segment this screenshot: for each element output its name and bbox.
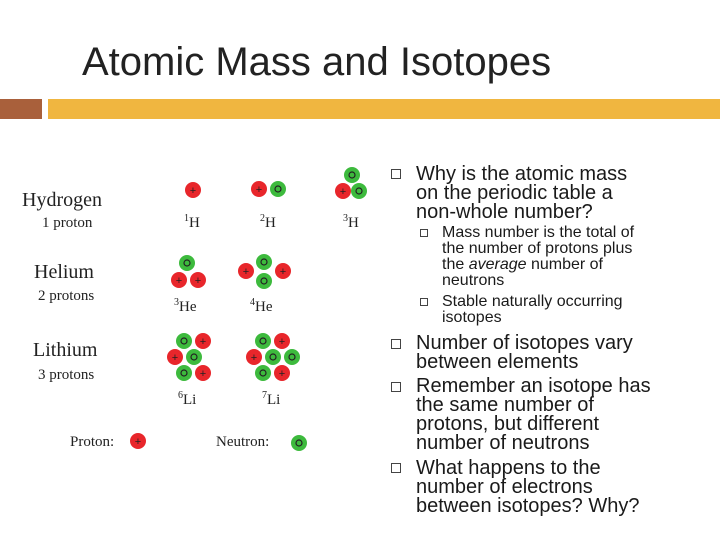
svg-text:+: + — [171, 352, 179, 364]
neutron-particle — [284, 349, 300, 365]
bullet-isotope-definition: Remember an isotope has the same number of protons, but different number of neutrons — [416, 375, 651, 454]
neutron-particle — [179, 255, 195, 271]
element-name-hydrogen: Hydrogen — [22, 189, 102, 211]
proton-count-helium: 2 protons — [38, 288, 95, 304]
element-name-helium: Helium — [34, 261, 94, 283]
svg-text:+: + — [242, 266, 250, 278]
svg-text:+: + — [134, 436, 142, 448]
neutron-particle — [255, 333, 271, 349]
sub-bullet-marker — [420, 298, 428, 306]
neutron-particle — [351, 183, 367, 199]
neutron-particle — [255, 365, 271, 381]
svg-text:+: + — [278, 336, 286, 348]
isotope-figure — [0, 150, 380, 460]
isotope-label-he4: $^4$He — [250, 297, 273, 315]
sub-bullet-marker — [420, 229, 428, 237]
proton-count-lithium: 3 protons — [38, 367, 95, 383]
sub-bullet-stable-isotopes: Stable naturally occurring isotopes — [442, 293, 623, 326]
svg-text:+: + — [199, 336, 207, 348]
neutron-particle — [344, 167, 360, 183]
legend-neutron-label: Neutron: — [216, 434, 270, 450]
bullet-marker — [391, 339, 401, 349]
legend-neutron-swatch — [291, 435, 307, 451]
bullet-marker — [391, 382, 401, 392]
neutron-particle — [176, 333, 192, 349]
svg-text:+: + — [199, 368, 207, 380]
neutron-particle — [256, 273, 272, 289]
proton-count-hydrogen: 1 proton — [42, 215, 93, 231]
svg-text:+: + — [175, 275, 183, 287]
svg-text:+: + — [250, 352, 258, 364]
bullet-isotopes-vary: Number of isotopes vary between elements — [416, 332, 633, 373]
neutron-particle — [265, 349, 281, 365]
element-name-lithium: Lithium — [33, 339, 98, 361]
slide-title: Atomic Mass and Isotopes — [82, 40, 552, 84]
bullet-atomic-mass-question: Why is the atomic mass on the periodic table a non-whole number? — [416, 163, 628, 223]
isotope-label-h2: $^2$H — [260, 213, 276, 231]
neutron-particle — [256, 254, 272, 270]
isotope-label-h3: $^3$H — [343, 213, 359, 231]
svg-text:+: + — [194, 275, 202, 287]
svg-text:+: + — [189, 185, 197, 197]
svg-text:+: + — [279, 266, 287, 278]
isotope-label-h1: $^1$H — [184, 213, 200, 231]
isotope-label-he3: $^3$He — [174, 297, 197, 315]
svg-text:+: + — [255, 184, 263, 196]
sub-bullet-mass-number: Mass number is the total of the number of protons plus the average number of neutrons — [442, 224, 635, 289]
bullet-electrons-question: What happens to the number of electrons between isotopes? Why? — [416, 457, 640, 517]
bullet-marker — [391, 463, 401, 473]
isotope-label-li6: $^6$Li — [178, 390, 197, 408]
neutron-particle — [176, 365, 192, 381]
isotope-label-li7: $^7$Li — [262, 390, 281, 408]
legend-proton-label: Proton: — [70, 434, 115, 450]
svg-text:+: + — [278, 368, 286, 380]
svg-text:+: + — [339, 186, 347, 198]
accent-bar-brown — [0, 99, 42, 119]
neutron-particle — [270, 181, 286, 197]
accent-bar-gold — [48, 99, 720, 119]
bullet-marker — [391, 169, 401, 179]
neutron-particle — [186, 349, 202, 365]
